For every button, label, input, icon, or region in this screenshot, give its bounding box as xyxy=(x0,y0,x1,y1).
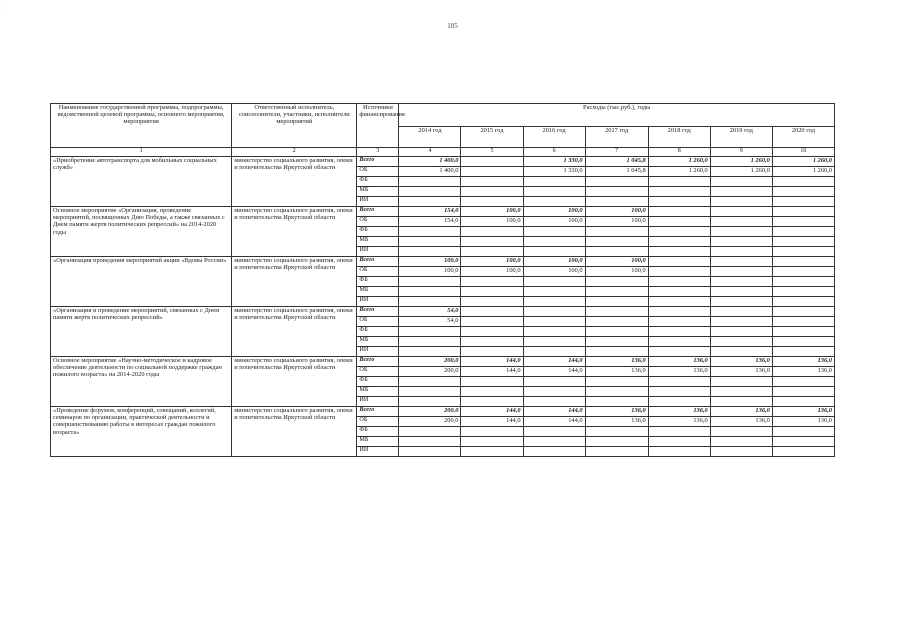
expense-value xyxy=(648,227,710,237)
expense-value xyxy=(648,187,710,197)
header-year: 2020 год xyxy=(772,127,834,148)
expense-value xyxy=(710,187,772,197)
expense-value xyxy=(523,237,585,247)
expense-value xyxy=(772,397,834,407)
column-number: 2 xyxy=(232,148,357,157)
expense-value xyxy=(523,347,585,357)
expense-value xyxy=(648,447,710,457)
expense-value xyxy=(523,227,585,237)
expense-value: 100,0 xyxy=(523,207,585,217)
expense-value: 1 330,0 xyxy=(523,157,585,167)
funding-source: ОБ xyxy=(357,217,399,227)
expense-value xyxy=(710,297,772,307)
activity-name: «Организация и проведение мероприятий, связанных с Днем памяти жертв политических репрессий» xyxy=(51,307,232,357)
expense-value xyxy=(772,347,834,357)
expense-value xyxy=(585,247,648,257)
header-year: 2015 год xyxy=(461,127,523,148)
expense-value xyxy=(772,227,834,237)
expense-value xyxy=(710,327,772,337)
expense-value xyxy=(461,277,523,287)
expense-value: 1 260,0 xyxy=(648,167,710,177)
expense-value: 100,0 xyxy=(585,217,648,227)
expense-value: 100,0 xyxy=(523,267,585,277)
funding-source: ИИ xyxy=(357,247,399,257)
funding-source: МБ xyxy=(357,387,399,397)
expense-value xyxy=(710,217,772,227)
expense-value xyxy=(585,387,648,397)
expense-value xyxy=(461,197,523,207)
header-name-column: Наименование государственной программы, подпрограммы, ведомственной целевой программы, основного мероприятия, мероприятия xyxy=(51,104,232,148)
expense-value xyxy=(710,337,772,347)
expense-value xyxy=(523,397,585,407)
expense-value xyxy=(648,277,710,287)
activity-name: «Приобретение автотранспорта для мобильных социальных служб» xyxy=(51,157,232,207)
expense-value xyxy=(523,287,585,297)
column-number: 5 xyxy=(461,148,523,157)
column-number: 1 xyxy=(51,148,232,157)
expense-value xyxy=(772,217,834,227)
expense-value: 136,0 xyxy=(585,407,648,417)
expense-value: 136,0 xyxy=(585,367,648,377)
expense-value xyxy=(461,327,523,337)
expense-value xyxy=(523,447,585,457)
expense-value xyxy=(523,177,585,187)
expense-value xyxy=(461,397,523,407)
column-number: 9 xyxy=(710,148,772,157)
expense-value: 100,0 xyxy=(461,257,523,267)
expense-value xyxy=(523,197,585,207)
column-number: 10 xyxy=(772,148,834,157)
expense-value xyxy=(585,177,648,187)
expense-value xyxy=(585,227,648,237)
header-source-column: Источники финансирования xyxy=(357,104,399,148)
expense-value: 1 045,8 xyxy=(585,167,648,177)
expense-value: 100,0 xyxy=(523,257,585,267)
expense-value xyxy=(585,447,648,457)
expense-value xyxy=(710,177,772,187)
expense-value xyxy=(772,207,834,217)
expense-value xyxy=(461,247,523,257)
expense-value: 100,0 xyxy=(523,217,585,227)
expense-value xyxy=(772,277,834,287)
expense-value xyxy=(461,387,523,397)
column-number: 4 xyxy=(399,148,461,157)
expense-value xyxy=(523,247,585,257)
expense-value: 200,0 xyxy=(399,367,461,377)
expense-value xyxy=(585,327,648,337)
expense-value xyxy=(648,397,710,407)
expense-value: 136,0 xyxy=(710,357,772,367)
expense-value xyxy=(710,447,772,457)
expense-value xyxy=(461,377,523,387)
funding-source: ИИ xyxy=(357,447,399,457)
expense-value: 100,0 xyxy=(399,257,461,267)
funding-source: МБ xyxy=(357,237,399,247)
table-row xyxy=(51,207,835,217)
funding-source: ФБ xyxy=(357,377,399,387)
expense-value: 136,0 xyxy=(585,357,648,367)
expense-value xyxy=(772,387,834,397)
expense-value xyxy=(772,327,834,337)
expense-value xyxy=(399,227,461,237)
expense-value xyxy=(772,237,834,247)
funding-source: ОБ xyxy=(357,267,399,277)
funding-source: Всего xyxy=(357,307,399,317)
funding-source: ИИ xyxy=(357,397,399,407)
expense-value: 136,0 xyxy=(648,417,710,427)
expense-value: 136,0 xyxy=(648,367,710,377)
expense-value: 100,0 xyxy=(585,257,648,267)
expense-value xyxy=(399,327,461,337)
expense-value xyxy=(585,347,648,357)
expense-value xyxy=(772,307,834,317)
expense-value xyxy=(461,347,523,357)
expense-value xyxy=(648,267,710,277)
expense-value xyxy=(461,437,523,447)
activity-name: «Организация проведения мероприятий акции «Вдовы России» xyxy=(51,257,232,307)
funding-source: ИИ xyxy=(357,297,399,307)
expense-value xyxy=(772,317,834,327)
expense-value: 136,0 xyxy=(585,417,648,427)
header-year: 2014 год xyxy=(399,127,461,148)
funding-source: ОБ xyxy=(357,167,399,177)
expense-value xyxy=(648,347,710,357)
expense-value xyxy=(648,207,710,217)
expense-value xyxy=(648,257,710,267)
expense-value: 100,0 xyxy=(461,267,523,277)
expense-value xyxy=(648,377,710,387)
expense-value xyxy=(648,287,710,297)
expense-value xyxy=(523,277,585,287)
expense-value xyxy=(399,177,461,187)
expense-value xyxy=(399,237,461,247)
expense-value: 200,0 xyxy=(399,407,461,417)
expense-value xyxy=(648,237,710,247)
funding-source: ОБ xyxy=(357,417,399,427)
expense-value: 144,0 xyxy=(523,417,585,427)
expense-value xyxy=(585,287,648,297)
budget-table xyxy=(50,103,835,457)
expense-value xyxy=(399,247,461,257)
expense-value xyxy=(523,387,585,397)
expense-value xyxy=(772,297,834,307)
executor: министерство социального развития, опеки и попечительства Иркутской области xyxy=(232,307,357,357)
expense-value xyxy=(585,437,648,447)
scan-corner-mark: · xyxy=(4,6,6,12)
expense-value xyxy=(461,337,523,347)
expense-value xyxy=(772,177,834,187)
expense-value xyxy=(461,287,523,297)
expense-value xyxy=(710,317,772,327)
expense-value: 144,0 xyxy=(523,357,585,367)
expense-value: 154,0 xyxy=(399,217,461,227)
expense-value: 200,0 xyxy=(399,417,461,427)
funding-source: ФБ xyxy=(357,327,399,337)
expense-value xyxy=(585,397,648,407)
funding-source: МБ xyxy=(357,437,399,447)
expense-value xyxy=(523,317,585,327)
funding-source: ФБ xyxy=(357,277,399,287)
expense-value xyxy=(523,337,585,347)
expense-value xyxy=(585,307,648,317)
expense-value: 100,0 xyxy=(585,267,648,277)
expense-value xyxy=(648,337,710,347)
expense-value xyxy=(399,287,461,297)
expense-value: 144,0 xyxy=(461,357,523,367)
expense-value xyxy=(648,437,710,447)
activity-name: Основное мероприятие «Организация, проведение мероприятий, посвященных Дню Победы, а также связанных с Днем памяти жертв политических репрессий» на 2014-2020 годы xyxy=(51,207,232,257)
table-row xyxy=(51,407,835,417)
executor: министерство социального развития, опеки и попечительства Иркутской области xyxy=(232,207,357,257)
expense-value xyxy=(710,227,772,237)
expense-value: 144,0 xyxy=(461,417,523,427)
expense-value: 144,0 xyxy=(461,407,523,417)
executor: министерство социального развития, опеки и попечительства Иркутской области xyxy=(232,157,357,207)
funding-source: МБ xyxy=(357,337,399,347)
expense-value: 1 260,0 xyxy=(772,167,834,177)
table-row xyxy=(51,257,835,267)
expense-value xyxy=(772,437,834,447)
expense-value xyxy=(523,327,585,337)
header-expenses: Расходы (тыс.руб.), годы xyxy=(399,104,835,127)
header-executor-column: Ответственный исполнитель, соисполнители, участники, исполнители мероприятий xyxy=(232,104,357,148)
expense-value: 100,0 xyxy=(399,267,461,277)
expense-value: 1 260,0 xyxy=(710,167,772,177)
expense-value xyxy=(710,247,772,257)
funding-source: ОБ xyxy=(357,317,399,327)
funding-source: МБ xyxy=(357,287,399,297)
expense-value xyxy=(399,427,461,437)
expense-value: 1 400,0 xyxy=(399,167,461,177)
funding-source: МБ xyxy=(357,187,399,197)
expense-value xyxy=(648,327,710,337)
expense-value xyxy=(461,317,523,327)
expense-value xyxy=(710,427,772,437)
expense-value xyxy=(585,317,648,327)
header-year: 2019 год xyxy=(710,127,772,148)
expense-value: 154,0 xyxy=(399,207,461,217)
expense-value: 1 260,0 xyxy=(710,157,772,167)
expense-value: 100,0 xyxy=(461,217,523,227)
expense-value: 100,0 xyxy=(585,207,648,217)
expense-value xyxy=(461,427,523,437)
expense-value: 1 045,8 xyxy=(585,157,648,167)
expense-value xyxy=(648,317,710,327)
expense-value xyxy=(710,287,772,297)
table-row xyxy=(51,157,835,167)
expense-value xyxy=(461,187,523,197)
expense-value xyxy=(648,307,710,317)
table-row xyxy=(51,357,835,367)
expense-value xyxy=(585,377,648,387)
funding-source: ИИ xyxy=(357,347,399,357)
expense-value xyxy=(585,427,648,437)
expense-value xyxy=(710,257,772,267)
expense-value: 136,0 xyxy=(772,417,834,427)
expense-value xyxy=(772,197,834,207)
expense-value xyxy=(461,227,523,237)
column-number: 7 xyxy=(585,148,648,157)
expense-value: 1 260,0 xyxy=(772,157,834,167)
expense-value xyxy=(710,277,772,287)
expense-value xyxy=(772,447,834,457)
executor: министерство социального развития, опеки и попечительства Иркутской области xyxy=(232,357,357,407)
expense-value xyxy=(772,187,834,197)
expense-value xyxy=(585,187,648,197)
expense-value: 1 260,0 xyxy=(648,157,710,167)
expense-value xyxy=(523,187,585,197)
funding-source: ФБ xyxy=(357,177,399,187)
funding-source: ИИ xyxy=(357,197,399,207)
expense-value xyxy=(710,267,772,277)
expense-value xyxy=(772,287,834,297)
funding-source: Всего xyxy=(357,157,399,167)
activity-name: «Проведение форумов, конференций, совещаний, коллегий, семинаров по организации, практической деятельности и совершенствованию работы в интересах граждан пожилого возраста» xyxy=(51,407,232,457)
expense-value xyxy=(710,387,772,397)
expense-value xyxy=(585,337,648,347)
expense-value: 54,0 xyxy=(399,317,461,327)
expense-value xyxy=(523,297,585,307)
expense-value: 144,0 xyxy=(523,407,585,417)
expense-value xyxy=(399,397,461,407)
expense-value xyxy=(648,297,710,307)
table-body xyxy=(51,157,835,457)
expense-value: 136,0 xyxy=(772,407,834,417)
expense-value xyxy=(585,237,648,247)
expense-value xyxy=(461,167,523,177)
column-number: 3 xyxy=(357,148,399,157)
expense-value xyxy=(772,257,834,267)
expense-value xyxy=(772,337,834,347)
expense-value xyxy=(648,217,710,227)
expense-value xyxy=(710,237,772,247)
expense-value xyxy=(710,197,772,207)
expense-value: 54,0 xyxy=(399,307,461,317)
expense-value xyxy=(648,247,710,257)
header-year: 2017 год xyxy=(585,127,648,148)
expense-value xyxy=(399,197,461,207)
funding-source: ФБ xyxy=(357,427,399,437)
expense-value xyxy=(585,197,648,207)
expense-value xyxy=(399,447,461,457)
expense-value xyxy=(399,437,461,447)
expense-value: 200,0 xyxy=(399,357,461,367)
column-number: 6 xyxy=(523,148,585,157)
executor: министерство социального развития, опеки и попечительства Иркутской области xyxy=(232,407,357,457)
expense-value xyxy=(461,447,523,457)
expense-value xyxy=(399,297,461,307)
funding-source: ОБ xyxy=(357,367,399,377)
expense-value xyxy=(772,377,834,387)
expense-value xyxy=(648,427,710,437)
expense-value xyxy=(399,387,461,397)
expense-value xyxy=(772,267,834,277)
header-year: 2016 год xyxy=(523,127,585,148)
expense-value xyxy=(710,397,772,407)
funding-source: ФБ xyxy=(357,227,399,237)
expense-value xyxy=(461,307,523,317)
expense-value xyxy=(399,187,461,197)
expense-value xyxy=(648,387,710,397)
column-number: 8 xyxy=(648,148,710,157)
executor: министерство социального развития, опеки и попечительства Иркутской области xyxy=(232,257,357,307)
funding-source: Всего xyxy=(357,357,399,367)
expense-value xyxy=(772,247,834,257)
expense-value xyxy=(585,297,648,307)
expense-value xyxy=(648,177,710,187)
expense-value: 136,0 xyxy=(648,407,710,417)
expense-value xyxy=(523,437,585,447)
expense-value: 136,0 xyxy=(772,357,834,367)
expense-value xyxy=(710,307,772,317)
expense-value: 1 400,0 xyxy=(399,157,461,167)
expense-value xyxy=(772,427,834,437)
funding-source: Всего xyxy=(357,407,399,417)
funding-source: Всего xyxy=(357,257,399,267)
expense-value xyxy=(710,347,772,357)
expense-value: 100,0 xyxy=(461,207,523,217)
expense-value xyxy=(585,277,648,287)
expense-value xyxy=(710,207,772,217)
expense-value: 136,0 xyxy=(648,357,710,367)
expense-value xyxy=(399,347,461,357)
expense-value: 136,0 xyxy=(710,407,772,417)
expense-value: 144,0 xyxy=(461,367,523,377)
activity-name: Основное мероприятие «Научно-методическое и кадровое обеспечение деятельности по социальной поддержке граждан пожилого возраста» на 2014-2020 годы xyxy=(51,357,232,407)
expense-value xyxy=(710,437,772,447)
expense-value: 144,0 xyxy=(523,367,585,377)
expense-value: 1 330,0 xyxy=(523,167,585,177)
expense-value xyxy=(710,377,772,387)
expense-value xyxy=(648,197,710,207)
expense-value xyxy=(523,307,585,317)
expense-value xyxy=(399,277,461,287)
expense-value: 136,0 xyxy=(772,367,834,377)
expense-value xyxy=(461,237,523,247)
expense-value xyxy=(399,377,461,387)
table-row xyxy=(51,307,835,317)
expense-value xyxy=(461,157,523,167)
expense-value: 136,0 xyxy=(710,367,772,377)
expense-value xyxy=(461,297,523,307)
expense-value: 136,0 xyxy=(710,417,772,427)
page-number: 105 xyxy=(447,22,458,30)
expense-value xyxy=(523,377,585,387)
expense-value xyxy=(523,427,585,437)
funding-source: Всего xyxy=(357,207,399,217)
header-year: 2018 год xyxy=(648,127,710,148)
expense-value xyxy=(399,337,461,347)
expense-value xyxy=(461,177,523,187)
